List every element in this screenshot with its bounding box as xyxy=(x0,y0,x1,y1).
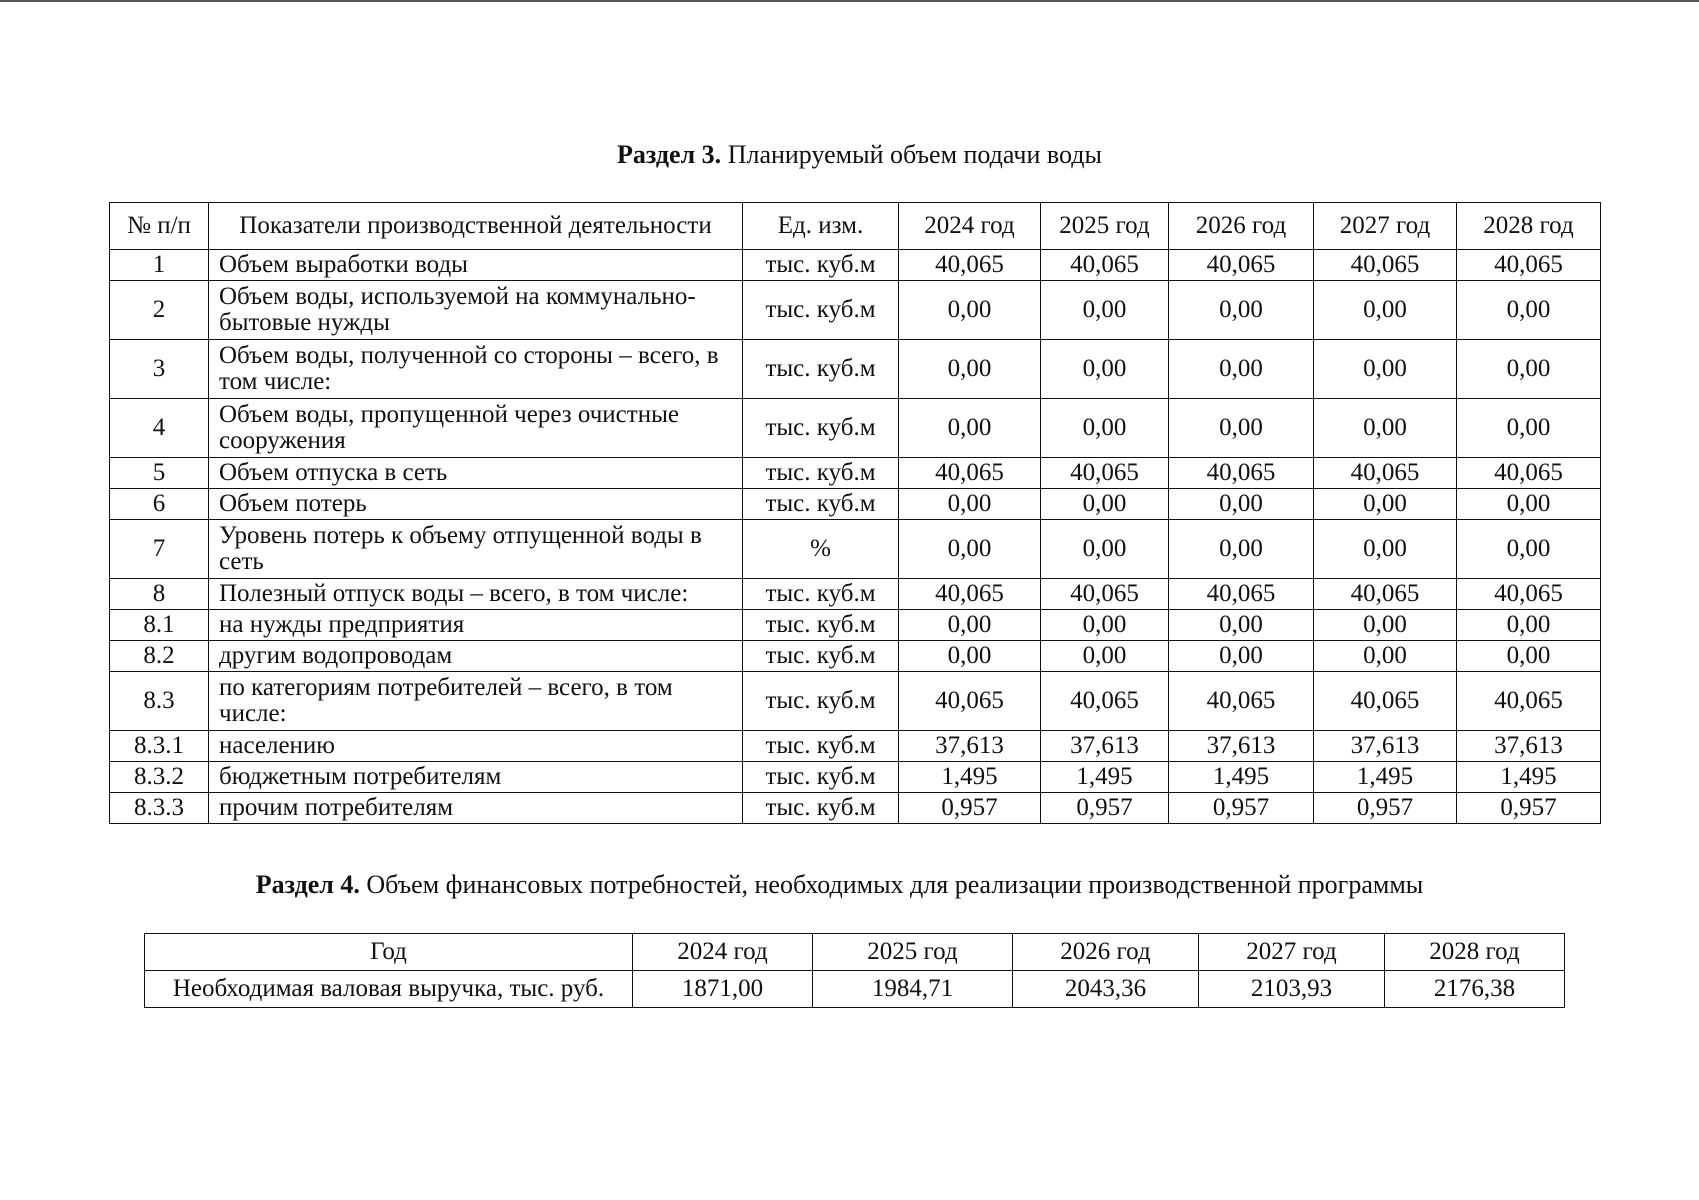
unit-cell: тыс. куб.м xyxy=(743,793,899,824)
value-cell: 0,00 xyxy=(1169,520,1314,579)
value-cell: 40,065 xyxy=(1457,250,1601,281)
value-cell: 0,00 xyxy=(1041,520,1169,579)
header-year-2024: 2024 год xyxy=(899,203,1041,250)
value-cell: 0,00 xyxy=(1169,340,1314,399)
table-row xyxy=(110,281,1601,340)
water-supply-table xyxy=(109,202,1601,824)
value-cell: 1,495 xyxy=(1169,762,1314,793)
indicator-name: Объем воды, пропущенной через очистные сооружения xyxy=(209,399,743,458)
unit-cell: тыс. куб.м xyxy=(743,731,899,762)
indicator-name: по категориям потребителей – всего, в том числе: xyxy=(209,672,743,731)
section-3-heading: Планируемый объем подачи воды xyxy=(727,140,1102,169)
financial-needs-table xyxy=(144,933,1565,1008)
table-row xyxy=(110,250,1601,281)
value-cell: 2043,36 xyxy=(1013,971,1199,1008)
value-cell: 40,065 xyxy=(1169,458,1314,489)
value-cell: 0,00 xyxy=(899,281,1041,340)
value-cell: 1,495 xyxy=(1457,762,1601,793)
row-number: 8.3.2 xyxy=(110,762,209,793)
value-cell: 0,00 xyxy=(1041,641,1169,672)
page-top-rule xyxy=(0,0,1699,2)
header-num: № п/п xyxy=(110,203,209,250)
indicator-name: прочим потребителям xyxy=(209,793,743,824)
unit-cell: тыс. куб.м xyxy=(743,610,899,641)
row-number: 8.3 xyxy=(110,672,209,731)
value-cell: 40,065 xyxy=(899,458,1041,489)
value-cell: 0,957 xyxy=(1457,793,1601,824)
table-row xyxy=(110,762,1601,793)
value-cell: 37,613 xyxy=(1041,731,1169,762)
value-cell: 0,00 xyxy=(1457,281,1601,340)
indicator-name: Объем отпуска в сеть xyxy=(209,458,743,489)
section-4-heading: Объем финансовых потребностей, необходимых для реализации производственной программы xyxy=(366,870,1424,899)
table-header-row xyxy=(110,203,1601,250)
row-number: 2 xyxy=(110,281,209,340)
unit-cell: тыс. куб.м xyxy=(743,579,899,610)
value-cell: 0,00 xyxy=(899,489,1041,520)
section-4-label: Раздел 4. xyxy=(255,870,360,899)
value-cell: 0,957 xyxy=(1314,793,1457,824)
value-cell: 0,00 xyxy=(1169,399,1314,458)
value-cell: 0,00 xyxy=(1314,610,1457,641)
header-year-2027: 2027 год xyxy=(1314,203,1457,250)
table-row xyxy=(110,520,1601,579)
value-cell: 0,00 xyxy=(899,340,1041,399)
value-cell: 0,957 xyxy=(1169,793,1314,824)
unit-cell: тыс. куб.м xyxy=(743,340,899,399)
indicator-name: Объем выработки воды xyxy=(209,250,743,281)
value-cell: 0,00 xyxy=(1314,281,1457,340)
value-cell: 40,065 xyxy=(1314,672,1457,731)
row-number: 1 xyxy=(110,250,209,281)
unit-cell: тыс. куб.м xyxy=(743,250,899,281)
header-year-2026: 2026 год xyxy=(1013,934,1199,971)
value-cell: 0,00 xyxy=(1314,641,1457,672)
row-number: 7 xyxy=(110,520,209,579)
value-cell: 1,495 xyxy=(1314,762,1457,793)
header-year-2028: 2028 год xyxy=(1385,934,1565,971)
value-cell: 40,065 xyxy=(1041,579,1169,610)
indicator-name: на нужды предприятия xyxy=(209,610,743,641)
unit-cell: тыс. куб.м xyxy=(743,458,899,489)
unit-cell: тыс. куб.м xyxy=(743,641,899,672)
unit-cell: тыс. куб.м xyxy=(743,489,899,520)
value-cell: 0,00 xyxy=(1457,399,1601,458)
value-cell: 40,065 xyxy=(899,579,1041,610)
table-row xyxy=(110,793,1601,824)
value-cell: 0,00 xyxy=(1169,641,1314,672)
unit-cell: % xyxy=(743,520,899,579)
unit-cell: тыс. куб.м xyxy=(743,762,899,793)
value-cell: 0,00 xyxy=(1041,399,1169,458)
table-row xyxy=(145,971,1565,1008)
header-year-2025: 2025 год xyxy=(813,934,1013,971)
value-cell: 0,00 xyxy=(1457,520,1601,579)
row-number: 4 xyxy=(110,399,209,458)
row-number: 8.1 xyxy=(110,610,209,641)
row-name: Необходимая валовая выручка, тыс. руб. xyxy=(145,971,633,1008)
table-row xyxy=(110,458,1601,489)
value-cell: 0,00 xyxy=(899,641,1041,672)
indicator-name: Полезный отпуск воды – всего, в том числе: xyxy=(209,579,743,610)
value-cell: 0,00 xyxy=(1457,489,1601,520)
row-number: 3 xyxy=(110,340,209,399)
value-cell: 40,065 xyxy=(899,250,1041,281)
value-cell: 37,613 xyxy=(899,731,1041,762)
header-year: Год xyxy=(145,934,633,971)
value-cell: 0,00 xyxy=(1041,340,1169,399)
indicator-name: населению xyxy=(209,731,743,762)
value-cell: 37,613 xyxy=(1457,731,1601,762)
header-year-2025: 2025 год xyxy=(1041,203,1169,250)
value-cell: 1,495 xyxy=(1041,762,1169,793)
unit-cell: тыс. куб.м xyxy=(743,281,899,340)
value-cell: 40,065 xyxy=(1457,458,1601,489)
value-cell: 0,00 xyxy=(899,610,1041,641)
value-cell: 40,065 xyxy=(1041,458,1169,489)
value-cell: 0,00 xyxy=(899,399,1041,458)
value-cell: 0,00 xyxy=(1314,489,1457,520)
value-cell: 40,065 xyxy=(1169,672,1314,731)
unit-cell: тыс. куб.м xyxy=(743,399,899,458)
header-year-2024: 2024 год xyxy=(633,934,813,971)
value-cell: 0,00 xyxy=(1169,489,1314,520)
unit-cell: тыс. куб.м xyxy=(743,672,899,731)
row-number: 8.2 xyxy=(110,641,209,672)
value-cell: 1,495 xyxy=(899,762,1041,793)
section-4-title xyxy=(0,870,1689,900)
table-row xyxy=(110,489,1601,520)
row-number: 6 xyxy=(110,489,209,520)
value-cell: 40,065 xyxy=(1457,672,1601,731)
value-cell: 37,613 xyxy=(1169,731,1314,762)
header-year-2026: 2026 год xyxy=(1169,203,1314,250)
value-cell: 40,065 xyxy=(1314,579,1457,610)
value-cell: 0,00 xyxy=(1041,489,1169,520)
indicator-name: другим водопроводам xyxy=(209,641,743,672)
table-row xyxy=(110,672,1601,731)
value-cell: 40,065 xyxy=(1041,672,1169,731)
value-cell: 0,00 xyxy=(1169,281,1314,340)
value-cell: 0,00 xyxy=(1314,340,1457,399)
row-number: 5 xyxy=(110,458,209,489)
value-cell: 0,00 xyxy=(1314,520,1457,579)
indicator-name: бюджетным потребителям xyxy=(209,762,743,793)
value-cell: 1984,71 xyxy=(813,971,1013,1008)
table-row xyxy=(110,731,1601,762)
value-cell: 0,00 xyxy=(1041,610,1169,641)
value-cell: 0,00 xyxy=(1457,610,1601,641)
indicator-name: Объем потерь xyxy=(209,489,743,520)
value-cell: 0,957 xyxy=(1041,793,1169,824)
table-row xyxy=(110,399,1601,458)
section-3-title xyxy=(10,140,1699,170)
value-cell: 0,00 xyxy=(1314,399,1457,458)
value-cell: 40,065 xyxy=(1169,579,1314,610)
row-number: 8 xyxy=(110,579,209,610)
indicator-name: Объем воды, используемой на коммунально-бытовые нужды xyxy=(209,281,743,340)
value-cell: 0,957 xyxy=(899,793,1041,824)
value-cell: 0,00 xyxy=(1457,641,1601,672)
header-indicator: Показатели производственной деятельности xyxy=(209,203,743,250)
indicator-name: Объем воды, полученной со стороны – всего, в том числе: xyxy=(209,340,743,399)
value-cell: 2103,93 xyxy=(1199,971,1385,1008)
value-cell: 40,065 xyxy=(1314,458,1457,489)
value-cell: 0,00 xyxy=(1169,610,1314,641)
table-row xyxy=(110,610,1601,641)
table-header-row xyxy=(145,934,1565,971)
row-number: 8.3.1 xyxy=(110,731,209,762)
value-cell: 0,00 xyxy=(1457,340,1601,399)
value-cell: 40,065 xyxy=(1314,250,1457,281)
value-cell: 40,065 xyxy=(899,672,1041,731)
value-cell: 0,00 xyxy=(1041,281,1169,340)
value-cell: 40,065 xyxy=(1169,250,1314,281)
table-row xyxy=(110,579,1601,610)
header-year-2027: 2027 год xyxy=(1199,934,1385,971)
indicator-name: Уровень потерь к объему отпущенной воды в сеть xyxy=(209,520,743,579)
value-cell: 40,065 xyxy=(1041,250,1169,281)
value-cell: 40,065 xyxy=(1457,579,1601,610)
header-unit: Ед. изм. xyxy=(743,203,899,250)
section-3-label: Раздел 3. xyxy=(617,140,722,169)
value-cell: 1871,00 xyxy=(633,971,813,1008)
header-year-2028: 2028 год xyxy=(1457,203,1601,250)
value-cell: 0,00 xyxy=(899,520,1041,579)
row-number: 8.3.3 xyxy=(110,793,209,824)
value-cell: 2176,38 xyxy=(1385,971,1565,1008)
table-row xyxy=(110,340,1601,399)
table-row xyxy=(110,641,1601,672)
value-cell: 37,613 xyxy=(1314,731,1457,762)
